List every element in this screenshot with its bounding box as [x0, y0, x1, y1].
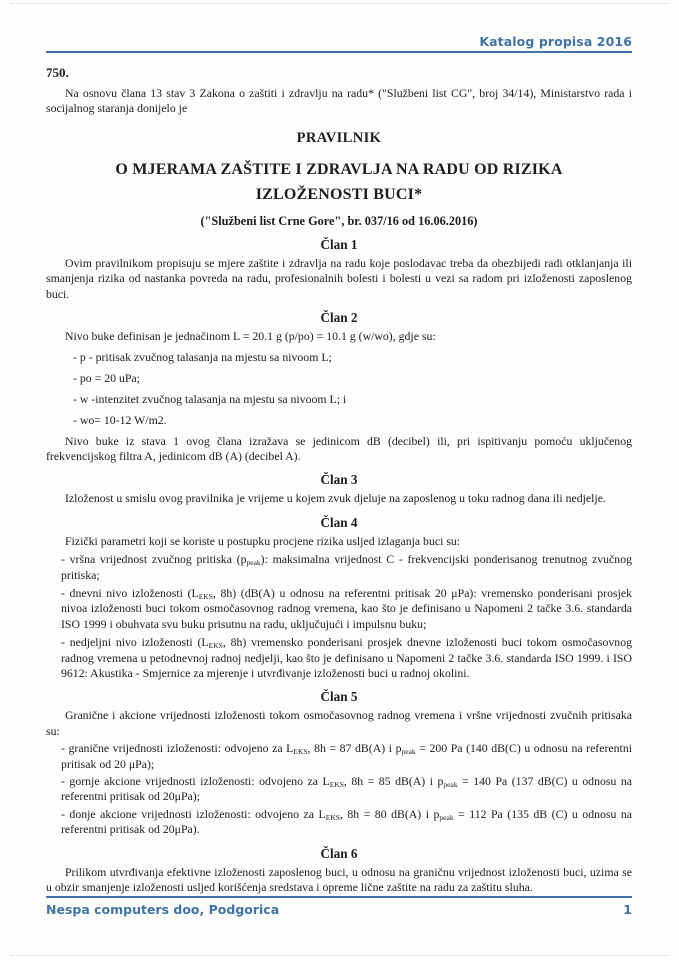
- article-4-list-item-2: - dnevni nivo izloženosti ($L_{EKS}$, 8h) (dB(A) u odnosu na referentni pritisak 20 μPa): vremensko ponderisani prosjek nivoa izloženosti buci tokom osmočasovnog radnog vremena, kao što je definisano u Napomeni 2 tačke 3.6. standarda ISO 1999 i obuhvata svu buku prisutnu na radu, uključujući i impulsnu buku;: [61, 586, 632, 631]
- page-footer: [46, 896, 632, 917]
- article-4-paragraph: Fizički parametri koji se koriste u postupku procjene rizika usljed izlaganja buci su:: [65, 533, 461, 548]
- article-6-paragraph: Prilikom utvrđivanja efektivne izloženosti zaposlenog buci, u odnosu na graničnu vrijednost izloženosti buci, uzima se u obzir smanjenje izloženosti usljed korišćenja sredstava i opreme lične zaštite na radu za zaštitu sluha.: [46, 864, 632, 895]
- article-5-list-item-2: - gornje akcione vrijednosti izloženosti: odvojeno za $L_{EKS}$, 8h = 85 dB(A) i $p_{peak} = 140$ Pa (137 dB(C) u odnosu na referentni pritisak od 20μPa);: [61, 774, 632, 804]
- article-2-list-item-1: - p - pritisak zvučnog talasanja na mjestu sa nivoom L;: [73, 349, 332, 364]
- doc-main-title: O MJERAMA ZAŠTITE I ZDRAVLJA NA RADU OD RIZIKA IZLOŽENOSTI BUCI*: [115, 160, 563, 203]
- article-5-list-item-1: - granične vrijednosti izloženosti: odvojeno za $L_{EKS}$, 8h = 87 dB(A) i $p_{peak} = 200$ Pa (140 dB(C) u odnosu na referentni pritisak od 20 μPa);: [61, 741, 632, 771]
- gazette-reference: ("Službeni list Crne Gore", br. 037/16 od 16.06.2016): [200, 213, 478, 228]
- article-2-list-item-4: - wo= 10-12 W/m2.: [73, 412, 167, 427]
- intro-paragraph: Na osnovu člana 13 stav 3 Zakona o zaštiti i zdravlju na radu* ("Službeni list CG", broj 34/14), Ministarstvo rada i socijalnog staranja donijelo je: [46, 86, 632, 116]
- catalog-header-title: Katalog propisa 2016: [479, 34, 632, 49]
- article-2-paragraph-2: Nivo buke iz stava 1 ovog člana izražava se jedinicom dB (decibel) ili, pri ispitivanju pomoću uključenog frekvencijskog filtra A, jedinicom dB (A) (decibel A).: [46, 433, 632, 463]
- article-5-list-item-3: - donje akcione vrijednosti izloženosti: odvojeno za $L_{EKS}$, 8h = 80 dB(A) i $p_{peak} = 112$ Pa (135 dB (C) u odnosu na referentni pritisak od 20μPa).: [61, 806, 632, 837]
- article-4-list-item-3: - nedjeljni nivo izloženosti ($L_{EKS}$, 8h) vremensko ponderisani prosjek dnevne izloženosti buci tokom osmočasovnog radnog vremena u petodnevnoj radnoj nedjelji, kao što je definisano u Napomeni 2 tačke 3.6. standarda ISO 1999. i ISO 9612: Akustika - Smjernice za mjerenje i utvrđivanje izloženosti buci u radnoj okolini.: [61, 635, 632, 681]
- article-4-list-item-1: - vršna vrijednost zvučnog pritiska $(p_{peak})$: maksimalna vrijednost C - frekvencijski ponderisanog trenutnog zvučnog pritiska;: [61, 552, 632, 582]
- article-clan-1: [46, 237, 632, 302]
- article-2-list-item-3: - w -intenzitet zvučnog talasanja na mjestu sa nivoom L; i: [73, 391, 347, 406]
- article-clan-2: [46, 310, 632, 464]
- article-clan-6: [46, 846, 632, 895]
- article-1-heading: Član 1: [320, 236, 358, 252]
- article-clan-5: [46, 689, 632, 837]
- article-4-heading: Član 4: [320, 514, 358, 530]
- article-3-paragraph: Izloženost u smislu ovog pravilnika je vrijeme u kojem zvuk djeluje na zaposlenog u toku radnog dana ili nedjelje.: [65, 491, 606, 506]
- page-header: [46, 0, 632, 53]
- footer-publisher: Nespa computers doo, Podgorica: [46, 902, 280, 917]
- article-clan-3: [46, 472, 632, 506]
- article-5-heading: Član 5: [320, 689, 358, 705]
- article-2-paragraph-1: Nivo buke definisan je jednačinom L = 20.1 g (p/po) = 10.1 g (w/wo), gdje su:: [65, 329, 436, 344]
- article-2-list-item-2: - po = 20 uPa;: [73, 370, 140, 385]
- article-6-heading: Član 6: [320, 845, 358, 861]
- article-2-heading: Član 2: [320, 310, 358, 326]
- article-3-heading: Član 3: [320, 472, 358, 488]
- doc-type-title: PRAVILNIK: [296, 129, 382, 146]
- article-1-paragraph: Ovim pravilnikom propisuju se mjere zaštite i zdravlja na radu koje poslodavac treba da obezbijedi radi otklanjanja ili smanjenja rizika od nastanka povreda na radu, profesionalnih bolesti i bolesti u vezi sa radom pri izloženosti zaposlenog buci.: [46, 255, 632, 301]
- doc-number: 750.: [46, 65, 69, 80]
- footer-page-number: 1: [623, 902, 632, 917]
- document-content: [46, 53, 632, 895]
- article-clan-4: [46, 515, 632, 682]
- article-5-paragraph: Granične i akcione vrijednosti izloženosti tokom osmočasovnog radnog vremena i vršne vrijednosti zvučnih pritisaka su:: [46, 708, 632, 738]
